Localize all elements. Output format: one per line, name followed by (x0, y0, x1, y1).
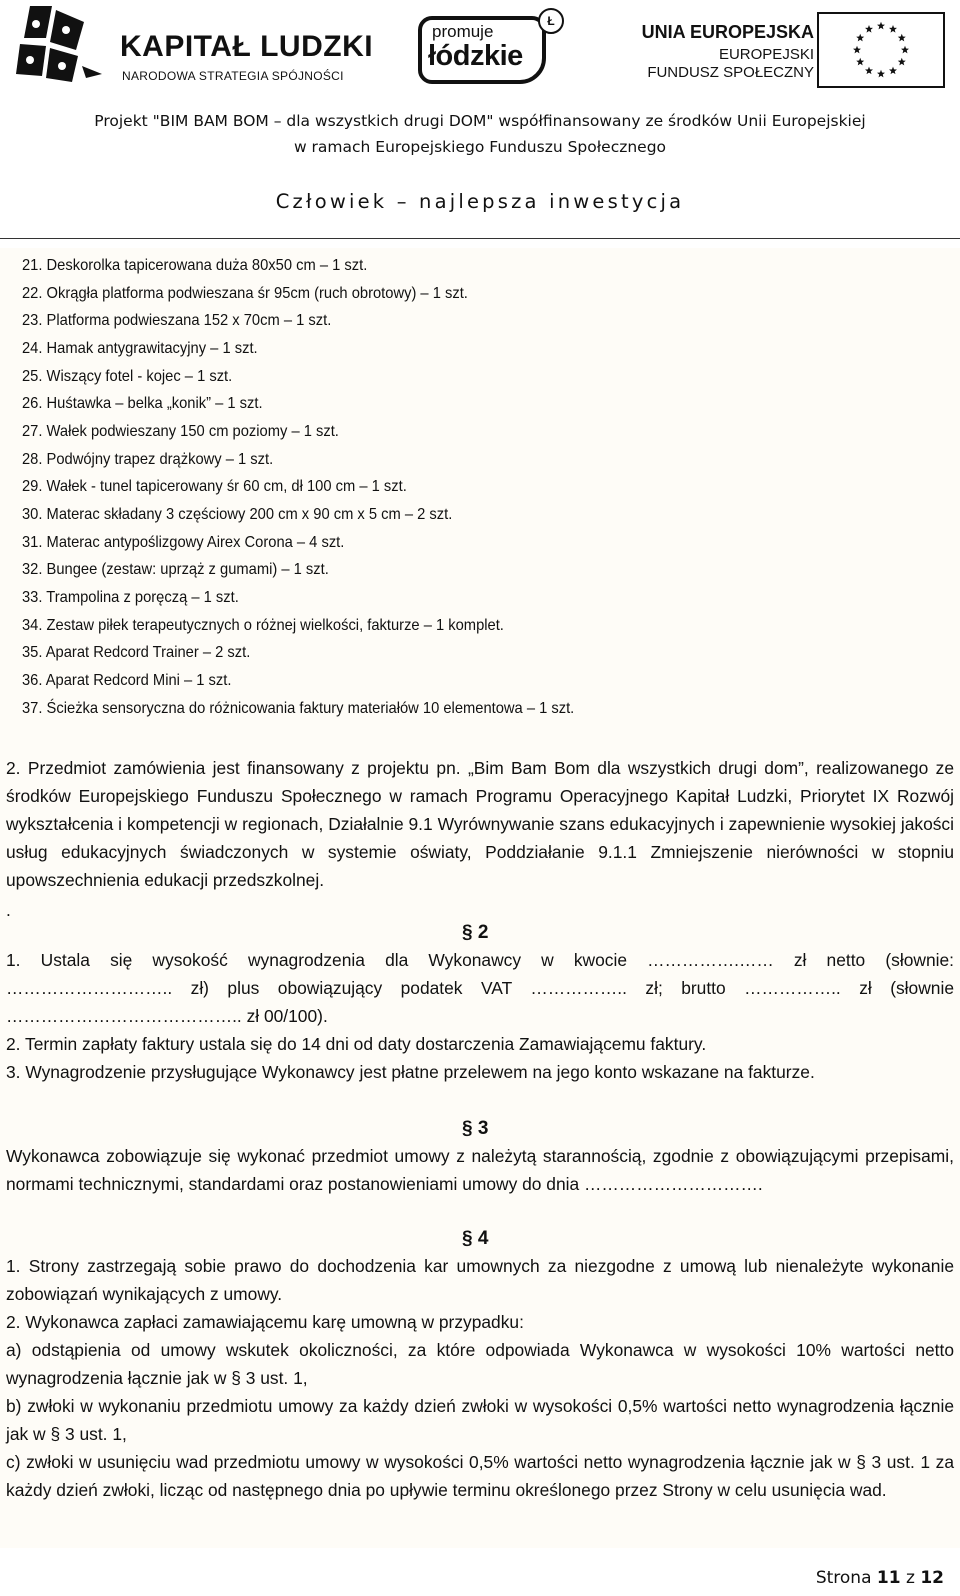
header-divider (0, 238, 960, 239)
penalty-item-b: b) zwłoki w wykonaniu przedmiotu umowy za każdy dzień zwłoki w wysokości 0,5% wartości netto wynagrodzenia łącznie jak w § 3 ust. 1, (6, 1396, 954, 1444)
section-3-heading: § 3 (462, 1118, 489, 1139)
list-item: 28. Podwójny trapez drążkowy – 1 szt. (22, 451, 274, 468)
page-separator: z (905, 1568, 915, 1588)
list-item: 25. Wiszący fotel - kojec – 1 szt. (22, 368, 233, 385)
eu-line-1: UNIA EUROPEJSKA (641, 22, 814, 42)
list-item: 30. Materac składany 3 częściowy 200 cm x 90 cm x 5 cm – 2 szt. (22, 506, 453, 523)
kapital-ludzki-title: KAPITAŁ LUDZKI (120, 30, 374, 63)
list-item: 23. Platforma podwieszana 152 x 70cm – 1 szt. (22, 312, 332, 329)
section-2-heading: § 2 (462, 922, 489, 943)
list-item: 21. Deskorolka tapicerowana duża 80x50 cm – 1 szt. (22, 257, 368, 274)
list-item: 33. Trampolina z poręczą – 1 szt. (22, 589, 239, 606)
eu-line-2: EUROPEJSKI (718, 46, 814, 63)
project-title-line-2: w ramach Europejskiego Funduszu Społecznego (293, 138, 667, 156)
remuneration-line-2: ……………………….. zł) plus obowiązujący podatek VAT …………….. zł; brutto …………….. zł (słownie (6, 978, 954, 998)
penalty-rights: 1. Strony zastrzegają sobie prawo do dochodzenia kar umownych za niezgodne z umową lub nienależyte wykonanie zobowiązań wynikających z umowy. (6, 1256, 954, 1304)
lodzkie-circle-mark: Ł (538, 8, 564, 34)
section-3-text: Wykonawca zobowiązuje się wykonać przedmiot umowy z należytą starannością, zgodnie z obowiązującymi przepisami, normami technicznymi, standardami oraz postanowieniami umowy do dnia …………………………. (6, 1146, 954, 1194)
penalty-item-a: a) odstąpienia od umowy wskutek okoliczności, za które odpowiada Wykonawca w wysokości 10% wartości netto wynagrodzenia łącznie jak w § 3 ust. 1, (6, 1340, 954, 1388)
list-item: 31. Materac antypoślizgowy Airex Corona – 4 szt. (22, 534, 345, 551)
page-total: 12 (920, 1568, 944, 1588)
eu-flag-icon (817, 12, 945, 88)
remuneration-line-3: ………………………………….. zł 00/100). (6, 1006, 328, 1026)
payment-term: 2. Termin zapłaty faktury ustala się do 14 dni od daty dostarczenia Zamawiającemu faktury. (6, 1034, 707, 1054)
kapital-ludzki-logo (12, 4, 374, 84)
project-title-line-1: Projekt "BIM BAM BOM – dla wszystkich drugi DOM" współfinansowany ze środków Unii Europejskiej (94, 112, 866, 130)
penalty-intro: 2. Wykonawca zapłaci zamawiającemu karę umowną w przypadku: (6, 1312, 524, 1332)
document-body (0, 248, 960, 1548)
list-item: 27. Wałek podwieszany 150 cm poziomy – 1 szt. (22, 423, 339, 440)
section-4-heading: § 4 (462, 1228, 489, 1249)
eu-efs-logo (641, 10, 946, 90)
page-number (816, 1568, 944, 1588)
motto: Człowiek – najlepsza inwestycja (275, 190, 685, 213)
stray-dot: . (6, 900, 11, 920)
payment-method: 3. Wynagrodzenie przysługujące Wykonawcy jest płatne przelewem na jego konto wskazane na fakturze. (6, 1062, 815, 1082)
lodzkie-promuje-text: promuje (432, 22, 494, 41)
list-item: 24. Hamak antygrawitacyjny – 1 szt. (22, 340, 258, 357)
list-item: 37. Ścieżka sensoryczna do różnicowania faktury materiałów 10 elementowa – 1 szt. (22, 700, 575, 717)
list-item: 29. Wałek - tunel tapicerowany śr 60 cm, dł 100 cm – 1 szt. (22, 478, 407, 495)
remuneration-line-1: 1. Ustala się wysokość wynagrodzenia dla Wykonawcy w kwocie …………….…… zł netto (słownie: (6, 950, 954, 970)
list-item: 26. Huśtawka – belka „konik” – 1 szt. (22, 395, 263, 412)
promuje-lodzkie-logo (418, 12, 568, 88)
eu-line-3: FUNDUSZ SPOŁECZNY (647, 64, 814, 81)
penalty-item-c: c) zwłoki w usunięciu wad przedmiotu umowy w wysokości 0,5% wartości netto wynagrodzenia łącznie jak w § 3 ust. 1 za każdy dzień zwłoki, licząc od następnego dnia po upływie terminu określonego przez Strony w celu usunięcia wad. (6, 1452, 954, 1500)
kapital-ludzki-emblem-icon (12, 4, 110, 84)
list-item: 34. Zestaw piłek terapeutycznych o różnej wielkości, fakturze – 1 komplet. (22, 617, 504, 634)
list-item: 32. Bungee (zestaw: uprząż z gumami) – 1 szt. (22, 561, 329, 578)
page-current: 11 (876, 1568, 901, 1588)
page-word: Strona (815, 1568, 872, 1588)
financing-paragraph: 2. Przedmiot zamówienia jest finansowany z projektu pn. „Bim Bam Bom dla wszystkich drugi dom”, realizowanego ze środków Europejskiego Funduszu Społecznego w ramach Programu Operacyjnego Kapitał Ludzki, Priorytet IX Rozwój wykształcenia i kompetencji w regionach, Działalnie 9.1 Wyrównywanie szans edukacyjnych i zapewnienie wysokiej jakości usług edukacyjnych świadczonych w systemie oświaty, Poddziałanie 9.1.1 Zmniejszenie nierówności w stopniu upowszechnienia edukacji przedszkolnej. (6, 758, 954, 890)
list-item: 36. Aparat Redcord Mini – 1 szt. (22, 672, 232, 689)
list-item: 22. Okrągła platforma podwieszana śr 95cm (ruch obrotowy) – 1 szt. (22, 285, 468, 302)
list-item: 35. Aparat Redcord Trainer – 2 szt. (22, 644, 251, 661)
lodzkie-name-text: łódzkie (428, 40, 523, 72)
kapital-ludzki-subtitle: NARODOWA STRATEGIA SPÓJNOŚCI (122, 69, 344, 83)
